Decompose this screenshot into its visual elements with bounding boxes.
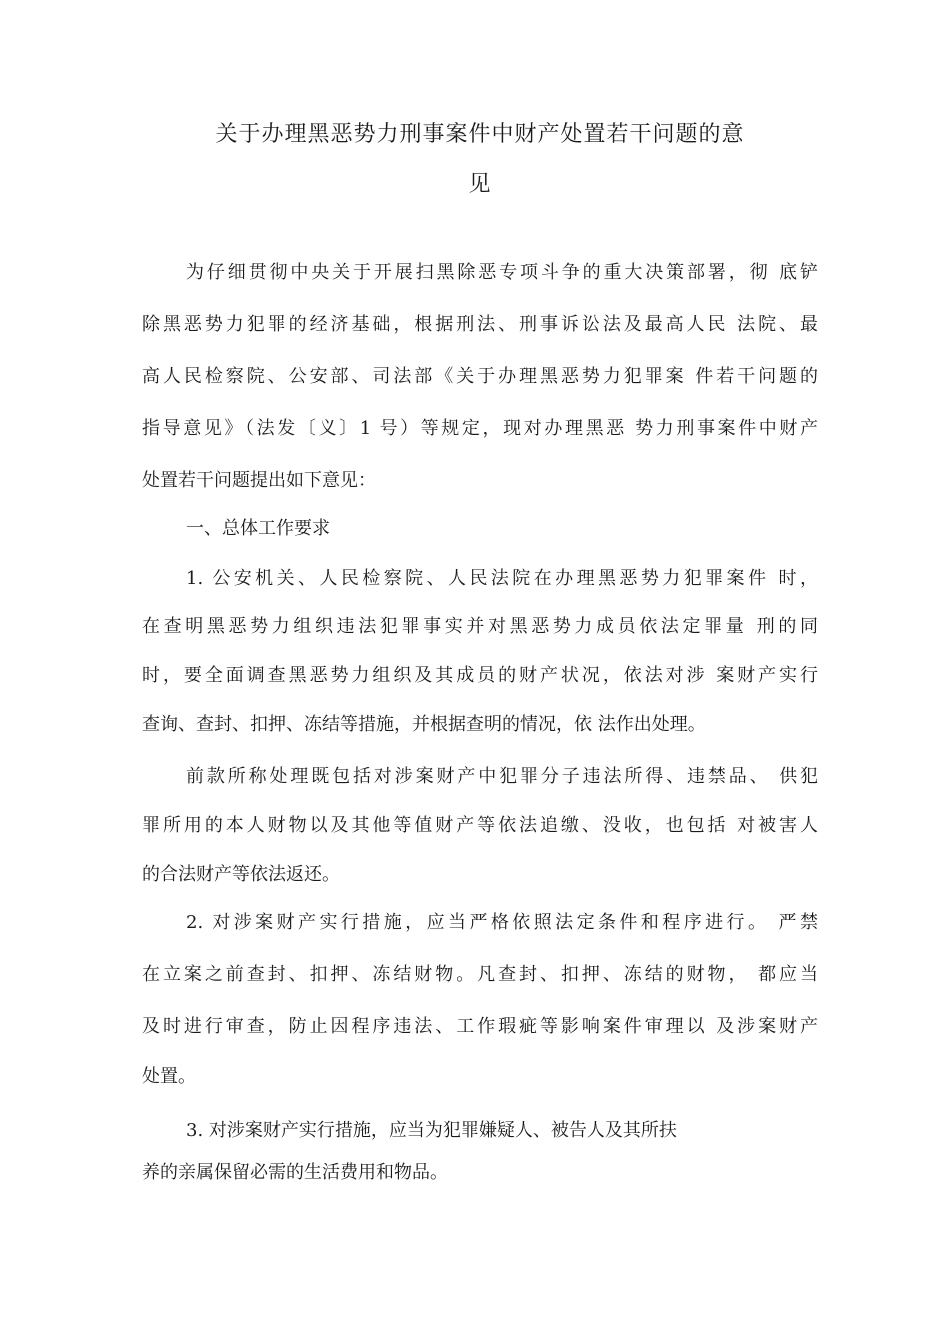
document-title-continued: 见 bbox=[468, 172, 492, 197]
paragraph-line: 高人民检察院、公安部、司法部《关于办理黑恶势力犯罪案 件若干问题的 bbox=[142, 366, 818, 387]
section-heading: 一、总体工作要求 bbox=[186, 518, 330, 539]
paragraph-line: 2. 对涉案财产实行措施，应当严格依照法定条件和程序进行。 严禁 bbox=[186, 912, 818, 933]
paragraph-line: 为仔细贯彻中央关于开展扫黑除恶专项斗争的重大决策部署，彻 底铲 bbox=[186, 262, 818, 283]
paragraph-line: 的合法财产等依法返还。 bbox=[142, 864, 340, 885]
paragraph-line: 时，要全面调查黑恶势力组织及其成员的财产状况，依法对涉 案财产实行 bbox=[142, 665, 818, 686]
paragraph-line: 除黑恶势力犯罪的经济基础，根据刑法、刑事诉讼法及最高人民 法院、最 bbox=[142, 314, 818, 335]
paragraph-line: 在查明黑恶势力组织违法犯罪事实并对黑恶势力成员依法定罪量 刑的同 bbox=[142, 616, 818, 637]
paragraph-line: 处置若干问题提出如下意见： bbox=[142, 470, 376, 491]
paragraph-line: 在立案之前查封、扣押、冻结财物。凡查封、扣押、冻结的财物， 都应当 bbox=[142, 964, 818, 985]
paragraph-line: 及时进行审查，防止因程序违法、工作瑕疵等影响案件审理以 及涉案财产 bbox=[142, 1016, 818, 1037]
paragraph-line: 养的亲属保留必需的生活费用和物品。 bbox=[142, 1162, 448, 1183]
paragraph-line: 前款所称处理既包括对涉案财产中犯罪分子违法所得、违禁品、 供犯 bbox=[186, 766, 818, 787]
paragraph-line: 3. 对涉案财产实行措施，应当为犯罪嫌疑人、被告人及其所扶 bbox=[186, 1120, 677, 1141]
paragraph-line: 处置。 bbox=[142, 1066, 196, 1087]
document-title: 关于办理黑恶势力刑事案件中财产处置若干问题的意 bbox=[215, 122, 745, 147]
paragraph-line: 罪所用的本人财物以及其他等值财产等依法追缴、没收，也包括 对被害人 bbox=[142, 815, 818, 836]
paragraph-line: 指导意见》（法发〔义〕1 号）等规定，现对办理黑恶 势力刑事案件中财产 bbox=[142, 418, 818, 439]
paragraph-line: 查询、查封、扣押、冻结等措施，并根据查明的情况，依 法作出处理。 bbox=[142, 714, 706, 735]
paragraph-line: 1. 公安机关、人民检察院、人民法院在办理黑恶势力犯罪案件 时， bbox=[186, 568, 818, 589]
